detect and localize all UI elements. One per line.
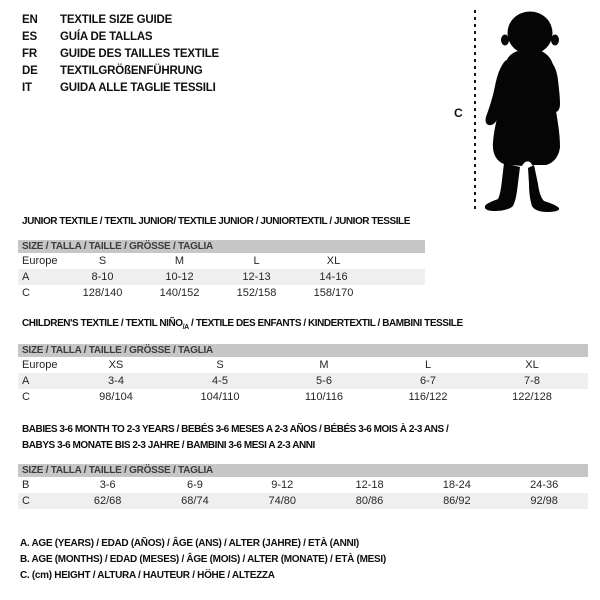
toddler-silhouette-icon [483,6,595,214]
language-title: GUIDE DES TAILLES TEXTILE [60,48,219,60]
size-cell: 9-12 [271,479,294,491]
language-title: GUÍA DE TALLAS [60,31,153,43]
size-cell: 6-9 [186,479,203,491]
row-label: B [22,479,30,491]
children-title-subscript: /A [182,324,189,331]
language-row-en [22,12,219,29]
size-cell: 12-13 [242,271,271,283]
language-row-es [22,29,219,46]
size-cell: 158/170 [313,287,354,299]
size-cell: 152/158 [236,287,277,299]
row-label: C [22,495,30,507]
language-title: TEXTILGRÖßENFÜHRUNG [60,65,203,77]
size-cell: 98/104 [99,391,133,403]
row-label: C [22,391,30,403]
row-label: C [22,287,30,299]
footnote-line-a: A. AGE (YEARS) / EDAD (AÑOS) / ÂGE (ANS) / ALTER (JAHRE) / ETÀ (ANNI) [20,538,359,549]
children-title-main: CHILDREN'S TEXTILE / TEXTIL NIÑO [22,318,183,329]
height-dashed-line [474,10,476,213]
size-cell: M [319,359,329,371]
children-size-table [18,344,588,405]
junior-section-title: JUNIOR TEXTILE / TEXTIL JUNIOR/ TEXTILE JUNIOR / JUNIORTEXTIL / JUNIOR TESSILE [22,216,410,227]
size-cell: XS [108,359,124,371]
footnote-line-c: C. (cm) HEIGHT / ALTURA / HAUTEUR / HÖHE / ALTEZZA [20,570,275,581]
size-cell: 3-4 [108,375,124,387]
size-cell: 8-10 [91,271,114,283]
size-cell: XL [525,359,539,371]
children-title-rest: / TEXTILE DES ENFANTS / KINDERTEXTIL / BAMBINI TESSILE [188,318,463,329]
size-cell: 116/122 [408,391,448,403]
row-filler [372,253,425,269]
language-row-de [22,63,219,80]
row-label: Europe [22,255,58,267]
size-cell: S [98,255,107,267]
junior-size-table [18,240,425,301]
size-cell: 140/152 [159,287,200,299]
size-cell: 86/92 [443,495,471,507]
table-row-age [18,373,588,389]
babies-section-title-line1: BABIES 3-6 MONTH TO 2-3 YEARS / BEBÉS 3-6 MESES A 2-3 AÑOS / BÉBÉS 3-6 MOIS À 2-3 ANS / [22,424,449,435]
legend-footnotes [20,536,386,584]
table-row-age [18,269,425,285]
language-title: TEXTILE SIZE GUIDE [60,14,173,26]
table-row-months [18,477,588,493]
language-code: DE [22,65,38,77]
size-cell: 5-6 [316,375,332,387]
size-cell: 74/80 [268,495,296,507]
size-cell: 14-16 [319,271,348,283]
size-cell: 92/98 [530,495,558,507]
size-cell: 12-18 [355,479,384,491]
language-title-list [22,12,219,97]
size-cell: 4-5 [212,375,228,387]
language-row-it [22,80,219,97]
footnote-line-b: B. AGE (MONTHS) / EDAD (MESES) / ÂGE (MOIS) / ALTER (MONATE) / ETÀ (MESI) [20,554,386,565]
language-code: EN [22,14,38,26]
language-code: ES [22,31,37,43]
row-filler [372,285,425,301]
row-filler [584,357,588,373]
language-row-fr [22,46,219,63]
size-cell: 104/110 [200,391,240,403]
size-cell: 3-6 [99,479,116,491]
row-filler [584,389,588,405]
size-cell: 122/128 [512,391,552,403]
size-cell: 7-8 [524,375,540,387]
row-filler [372,269,425,285]
size-cell: 6-7 [420,375,436,387]
size-cell: M [174,255,185,267]
size-cell: L [253,255,260,267]
size-header-band: SIZE / TALLA / TAILLE / GRÖSSE / TAGLIA [18,240,425,253]
language-title: GUIDA ALLE TAGLIE TESSILI [60,82,216,94]
row-label: Europe [22,359,58,371]
row-label: A [22,375,30,387]
size-cell: XL [326,255,341,267]
size-cell: 62/68 [93,495,122,507]
table-row-europe [18,357,588,373]
size-cell: 110/116 [304,391,344,403]
size-cell: 18-24 [442,479,471,491]
size-cell: 68/74 [181,495,209,507]
table-row-height [18,285,425,301]
row-filler [584,373,588,389]
size-header-band: SIZE / TALLA / TAILLE / GRÖSSE / TAGLIA [18,344,588,357]
size-cell: S [216,359,224,371]
size-header-band: SIZE / TALLA / TAILLE / GRÖSSE / TAGLIA [18,464,588,477]
language-code: IT [22,82,32,94]
size-cell: 24-36 [530,479,559,491]
babies-size-table [18,464,588,509]
babies-section-title-line2: BABYS 3-6 MONATE BIS 2-3 JAHRE / BAMBINI 3-6 MESI A 2-3 ANNI [22,440,315,451]
size-cell: 80/86 [355,495,384,507]
language-code: FR [22,48,37,60]
size-cell: 10-12 [165,271,194,283]
row-label: A [22,271,30,283]
children-section-title [22,318,463,334]
table-row-europe [18,253,425,269]
height-label-c: C [454,106,463,120]
size-cell: 128/140 [82,287,123,299]
table-row-height [18,389,588,405]
table-row-height [18,493,588,509]
size-cell: L [424,359,432,371]
